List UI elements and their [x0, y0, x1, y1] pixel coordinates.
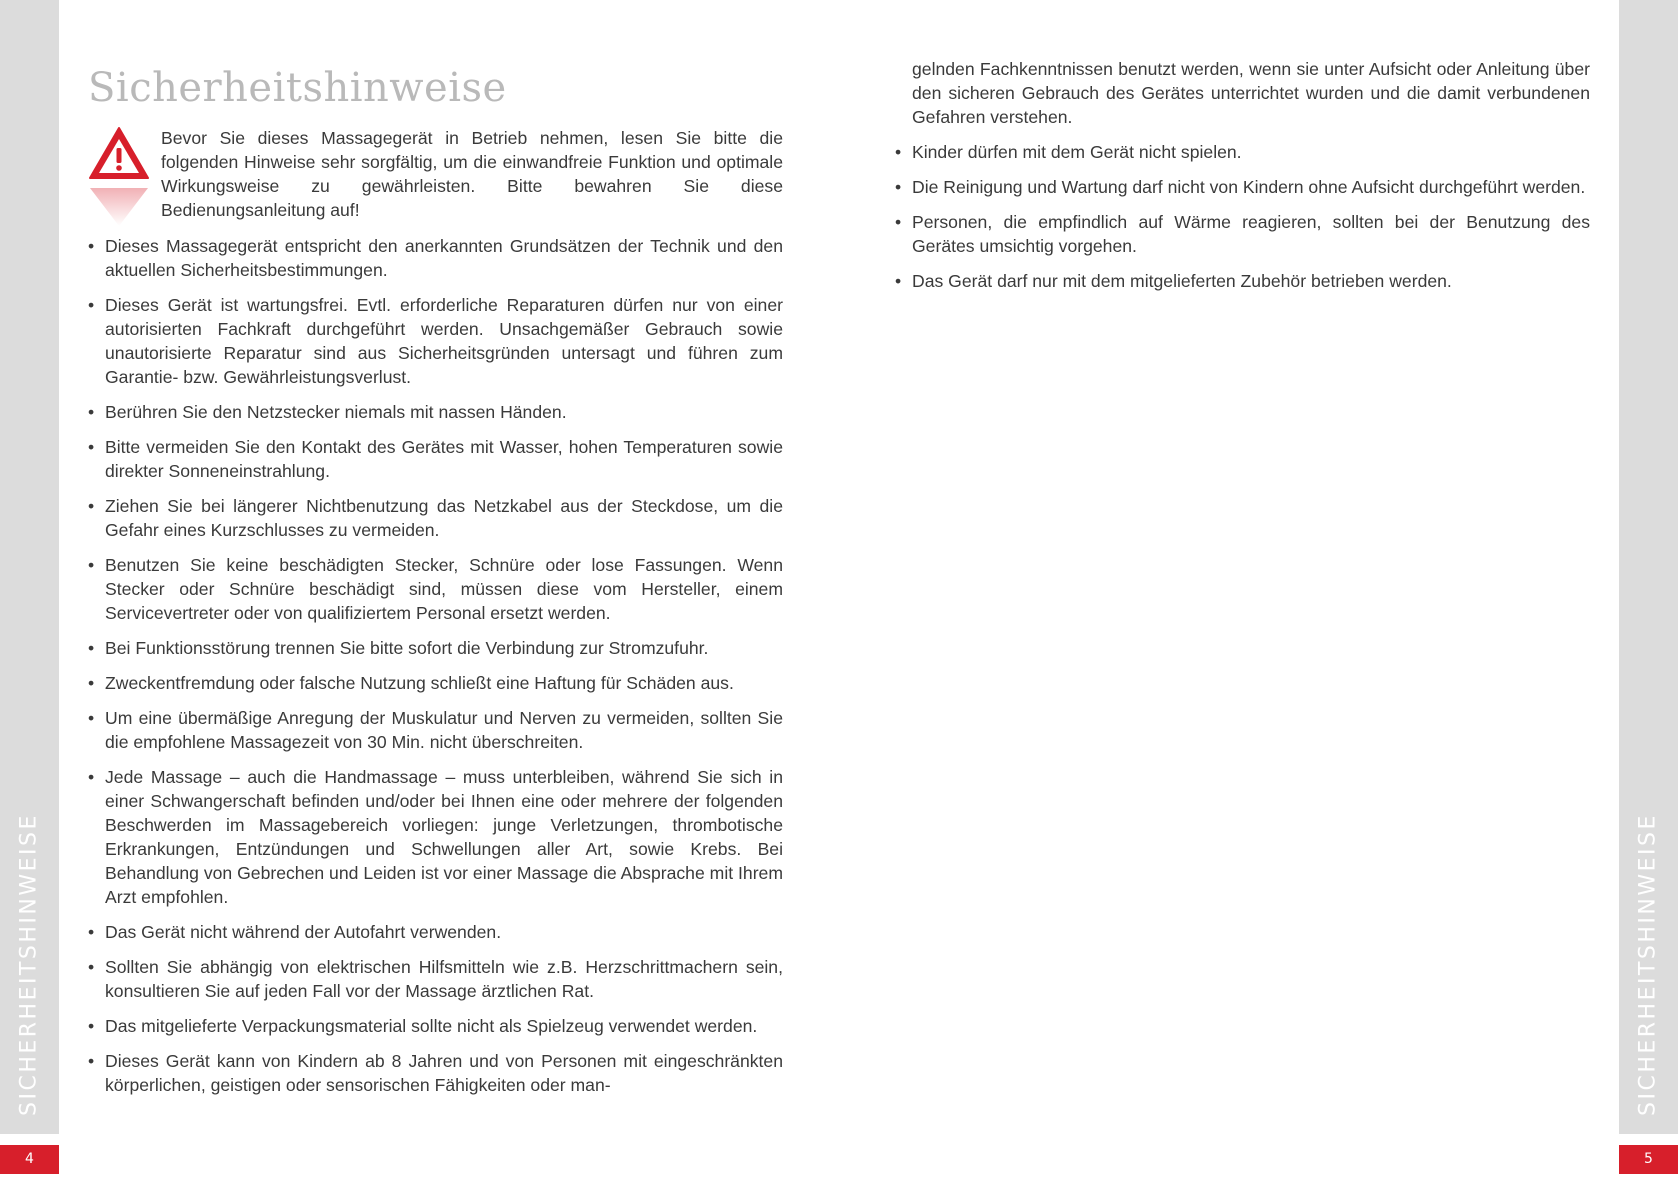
list-item: • Dieses Massagegerät entspricht den anerkannten Grundsätzen der Technik und den aktuellen Sicherheitsbestimmungen.: [88, 234, 783, 282]
right-bullet-list: [895, 140, 1590, 293]
list-item: • Berühren Sie den Netzstecker niemals mit nassen Händen.: [88, 400, 783, 424]
left-side-label: [0, 0, 59, 1134]
left-bullet-list: [88, 234, 783, 1097]
list-item: • Jede Massage – auch die Handmassage – muss unterbleiben, während Sie sich in einer Schwangerschaft befinden und/oder bei Ihnen eine oder mehrere der folgenden Beschwerden im Massagebereich vorliegen: junge Verletzungen, thrombotische Erkrankungen, Entzündungen und Schwellungen aller Art, sowie Krebs. Bei Behandlung von Gebrechen und Leiden ist vor einer Massage die Absprache mit Ihrem Arzt empfohlen.: [88, 765, 783, 909]
list-item: • Das mitgelieferte Verpackungsmaterial sollte nicht als Spielzeug verwendet werden.: [88, 1014, 783, 1038]
list-item: • Kinder dürfen mit dem Gerät nicht spielen.: [895, 140, 1590, 164]
list-item: • Ziehen Sie bei längerer Nichtbenutzung das Netzkabel aus der Steckdose, um die Gefahr eines Kurzschlusses zu vermeiden.: [88, 494, 783, 542]
side-label-text: SICHERHEITSHINWEISE: [16, 813, 42, 1116]
list-item: • Das Gerät nicht während der Autofahrt verwenden.: [88, 920, 783, 944]
right-page-column: [895, 57, 1590, 304]
list-item: • Das Gerät darf nur mit dem mitgelieferten Zubehör betrieben werden.: [895, 269, 1590, 293]
page-number-left: 4: [0, 1145, 59, 1174]
list-item: • Personen, die empfindlich auf Wärme reagieren, sollten bei der Benutzung des Gerätes umsichtig vorgehen.: [895, 210, 1590, 258]
page-title: Sicherheitshinweise: [88, 65, 507, 111]
list-item: • Um eine übermäßige Anregung der Muskulatur und Nerven zu vermeiden, sollten Sie die empfohlene Massagezeit von 30 Min. nicht überschreiten.: [88, 706, 783, 754]
warning-triangle-icon: [88, 126, 150, 226]
page-number-right: 5: [1619, 1145, 1678, 1174]
intro-block: [88, 126, 783, 222]
continued-text: gelnden Fachkenntnissen benutzt werden, wenn sie unter Aufsicht oder Anleitung über den sicheren Gebrauch des Gerätes unterrichtet wurden und die damit verbundenen Gefahren verstehen.: [912, 59, 1590, 127]
left-side-bar: [0, 0, 59, 1134]
intro-text: Bevor Sie dieses Massagegerät in Betrieb nehmen, lesen Sie bitte die folgenden Hinweise sehr sorgfältig, um die einwandfreie Funktion und optimale Wirkungsweise zu gewährleisten. Bitte bewahren Sie diese Bedienungsanleitung auf!: [161, 128, 783, 220]
list-item: • Zweckentfremdung oder falsche Nutzung schließt eine Haftung für Schäden aus.: [88, 671, 783, 695]
right-side-bar: [1619, 0, 1678, 1134]
side-label-text: SICHERHEITSHINWEISE: [1635, 813, 1661, 1116]
list-item: • Die Reinigung und Wartung darf nicht von Kindern ohne Aufsicht durchgeführt werden.: [895, 175, 1590, 199]
list-item: • Dieses Gerät ist wartungsfrei. Evtl. erforderliche Reparaturen dürfen nur von einer autorisierten Fachkraft durchgeführt werden. Unsachgemäßer Gebrauch sowie unautorisierte Reparatur sind aus Sicherheitsgründen untersagt und führen zum Garantie- bzw. Gewährleistungsverlust.: [88, 293, 783, 389]
list-item: • Benutzen Sie keine beschädigten Stecker, Schnüre oder lose Fassungen. Wenn Stecker oder Schnüre beschädigt sind, müssen diese vom Hersteller, einem Servicevertreter oder von qualifiziertem Personal ersetzt werden.: [88, 553, 783, 625]
list-item: • Sollten Sie abhängig von elektrischen Hilfsmitteln wie z.B. Herzschrittmachern sein, konsultieren Sie auf jeden Fall vor der Massage ärztlichen Rat.: [88, 955, 783, 1003]
list-item: • Bei Funktionsstörung trennen Sie bitte sofort die Verbindung zur Stromzufuhr.: [88, 636, 783, 660]
list-item: • Dieses Gerät kann von Kindern ab 8 Jahren und von Personen mit eingeschränkten körperlichen, geistigen oder sensorischen Fähigkeiten oder man-: [88, 1049, 783, 1097]
right-side-label: [1619, 0, 1678, 1134]
list-item: • Bitte vermeiden Sie den Kontakt des Gerätes mit Wasser, hohen Temperaturen sowie direkter Sonneneinstrahlung.: [88, 435, 783, 483]
left-page-column: [88, 60, 783, 1108]
